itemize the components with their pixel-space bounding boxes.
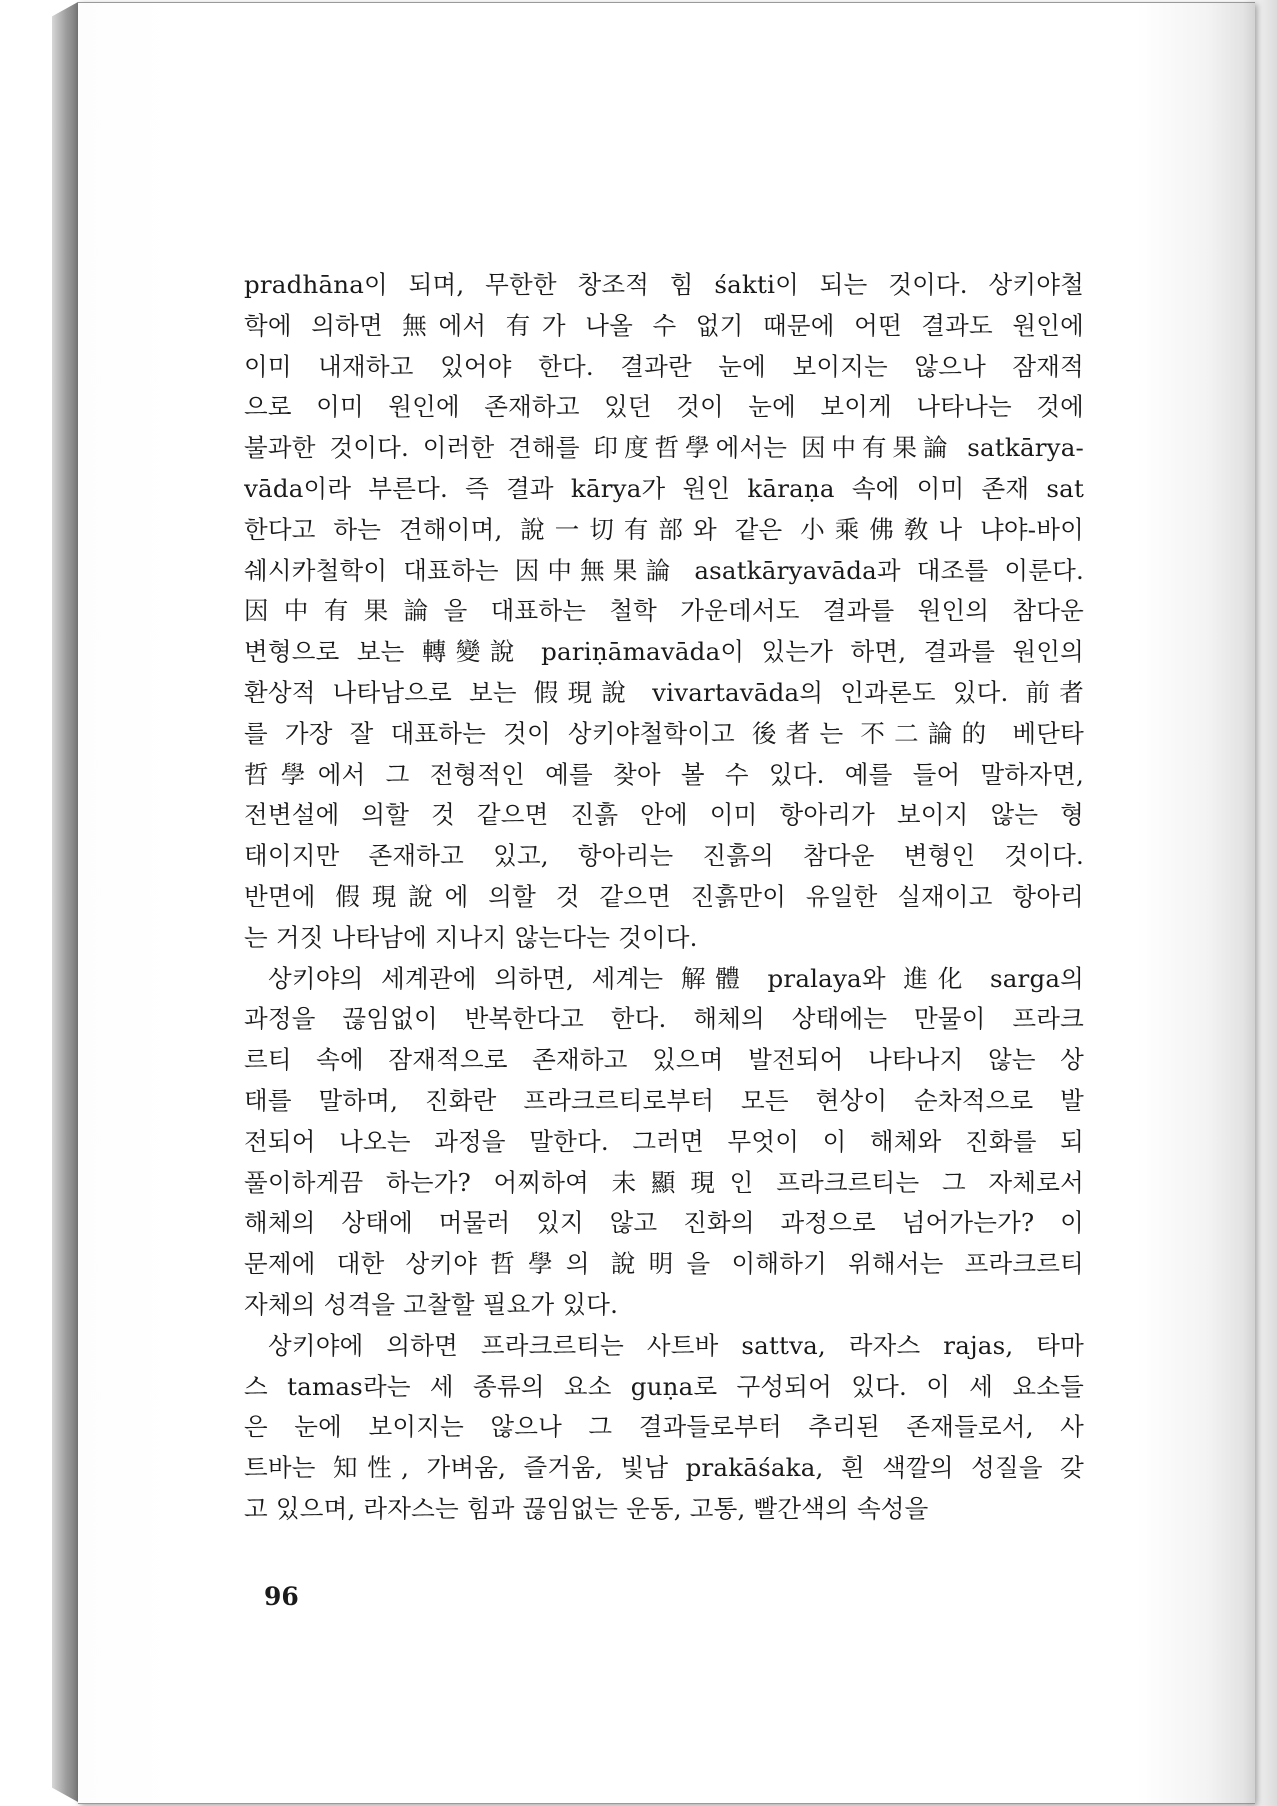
text-line: 해체의 상태에 머물러 있지 않고 진화의 과정으로 넘어가는가? 이 bbox=[244, 1208, 1084, 1238]
text-line: 상키야에 의하면 프라크르티는 사트바 sattva, 라자스 rajas, 타마 bbox=[268, 1330, 1084, 1360]
text-line: 르티 속에 잠재적으로 존재하고 있으며 발전되어 나타나지 않는 상 bbox=[244, 1045, 1084, 1075]
text-line: 를 가장 잘 대표하는 것이 상키야철학이고 後者는 不二論的 베단타 bbox=[244, 718, 1084, 748]
text-line: 트바는 知性, 가벼움, 즐거움, 빛남 prakāśaka, 흰 색깔의 성질을 갖 bbox=[244, 1453, 1084, 1483]
page-number: 96 bbox=[264, 1582, 299, 1611]
text-line: 변형으로 보는 轉變說 pariṇāmavāda이 있는가 하면, 결과를 원인의 bbox=[244, 637, 1084, 667]
text-line: 哲學에서 그 전형적인 예를 찾아 볼 수 있다. 예를 들어 말하자면, bbox=[244, 759, 1084, 789]
text-line: 상키야의 세계관에 의하면, 세계는 解體 pralaya와 進化 sarga의 bbox=[268, 963, 1084, 993]
text-line: 반면에 假現說에 의할 것 같으면 진흙만이 유일한 실재이고 항아리 bbox=[244, 881, 1084, 911]
text-line: 학에 의하면 無에서 有가 나올 수 없기 때문에 어떤 결과도 원인에 bbox=[244, 310, 1084, 340]
text-line: 불과한 것이다. 이러한 견해를 印度哲學에서는 因中有果論 satkārya- bbox=[244, 433, 1084, 463]
text-line: 전변설에 의할 것 같으면 진흙 안에 이미 항아리가 보이지 않는 형 bbox=[244, 800, 1084, 830]
text-line: 고 있으며, 라자스는 힘과 끊임없는 운동, 고통, 빨간색의 속성을 bbox=[244, 1493, 929, 1523]
text-line: 이미 내재하고 있어야 한다. 결과란 눈에 보이지는 않으나 잠재적 bbox=[244, 351, 1084, 381]
text-line: pradhāna이 되며, 무한한 창조적 힘 śakti이 되는 것이다. 상키야철 bbox=[244, 270, 1084, 299]
text-line: 스 tamas라는 세 종류의 요소 guṇa로 구성되어 있다. 이 세 요소들 bbox=[244, 1371, 1084, 1401]
text-line: 은 눈에 보이지는 않으나 그 결과들로부터 추리된 존재들로서, 사 bbox=[244, 1412, 1084, 1442]
text-line: 으로 이미 원인에 존재하고 있던 것이 눈에 보이게 나타나는 것에 bbox=[244, 392, 1084, 422]
text-line: 한다고 하는 견해이며, 說一切有部와 같은 小乘佛敎나 냐야-바이 bbox=[244, 514, 1084, 544]
book-spine-edge bbox=[52, 2, 78, 1802]
text-line: 쉐시카철학이 대표하는 因中無果論 asatkāryavāda과 대조를 이룬다. bbox=[244, 555, 1084, 585]
text-line: 태이지만 존재하고 있고, 항아리는 진흙의 참다운 변형인 것이다. bbox=[244, 841, 1084, 871]
text-line: 풀이하게끔 하는가? 어찌하여 未顯現인 프라크르티는 그 자체로서 bbox=[244, 1167, 1084, 1197]
text-line: 태를 말하며, 진화란 프라크르티로부터 모든 현상이 순차적으로 발 bbox=[244, 1085, 1084, 1115]
page-right-shadow bbox=[1243, 0, 1277, 1806]
text-line: 는 거짓 나타남에 지나지 않는다는 것이다. bbox=[244, 922, 698, 952]
text-line: 환상적 나타남으로 보는 假現說 vivartavāda의 인과론도 있다. 前者 bbox=[244, 677, 1084, 707]
text-line: vāda이라 부른다. 즉 결과 kārya가 원인 kāraṇa 속에 이미 존재 sat bbox=[244, 473, 1084, 503]
text-line: 문제에 대한 상키야哲學의 說明을 이해하기 위해서는 프라크르티 bbox=[244, 1249, 1084, 1279]
text-line: 자체의 성격을 고찰할 필요가 있다. bbox=[244, 1289, 619, 1319]
body-text bbox=[244, 265, 1084, 1530]
text-line: 전되어 나오는 과정을 말한다. 그러면 무엇이 이 해체와 진화를 되 bbox=[244, 1126, 1084, 1156]
text-line: 과정을 끊임없이 반복한다고 한다. 해체의 상태에는 만물이 프라크 bbox=[244, 1004, 1084, 1034]
text-line: 因中有果論을 대표하는 철학 가운데서도 결과를 원인의 참다운 bbox=[244, 596, 1084, 626]
